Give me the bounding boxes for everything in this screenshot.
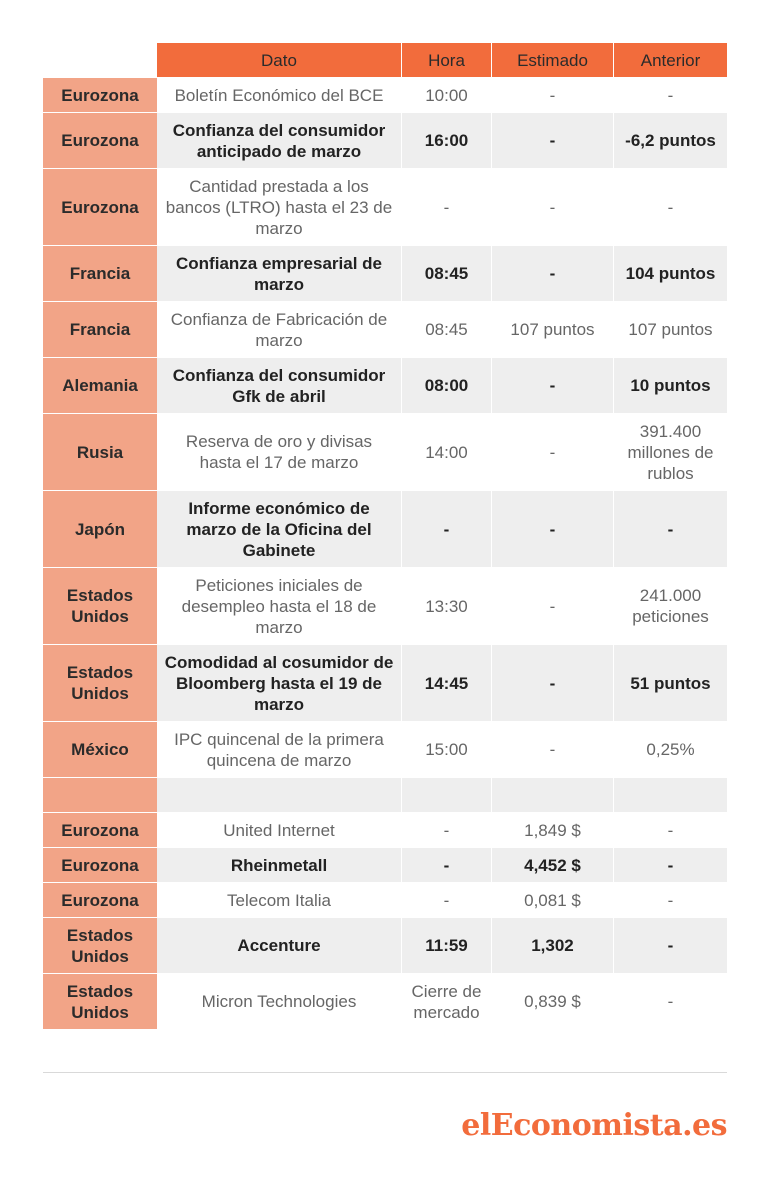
region-cell: Eurozona	[43, 78, 157, 112]
hora-cell: 13:30	[402, 568, 492, 644]
table-row	[43, 883, 727, 918]
table-row	[43, 358, 727, 414]
estimado-cell: 1,302	[492, 918, 614, 973]
hora-cell: 11:59	[402, 918, 492, 973]
estimado-cell: 1,849 $	[492, 813, 614, 847]
hora-cell: 14:45	[402, 645, 492, 721]
estimado-cell	[492, 778, 614, 812]
dato-cell: Informe económico de marzo de la Oficina del Gabinete	[157, 491, 402, 567]
estimado-cell: -	[492, 358, 614, 413]
anterior-cell: 10 puntos	[614, 358, 727, 413]
dato-cell: Confianza empresarial de marzo	[157, 246, 402, 301]
hora-cell: 10:00	[402, 78, 492, 112]
region-cell: Estados Unidos	[43, 568, 157, 644]
hora-cell: 16:00	[402, 113, 492, 168]
estimado-cell: -	[492, 568, 614, 644]
table-row	[43, 974, 727, 1030]
dato-cell: Comodidad al cosumidor de Bloomberg hasta el 19 de marzo	[157, 645, 402, 721]
anterior-cell: 0,25%	[614, 722, 727, 777]
hora-cell: 08:00	[402, 358, 492, 413]
anterior-cell: -	[614, 883, 727, 917]
region-cell: Japón	[43, 491, 157, 567]
dato-cell: United Internet	[157, 813, 402, 847]
hora-cell	[402, 778, 492, 812]
dato-cell: IPC quincenal de la primera quincena de marzo	[157, 722, 402, 777]
anterior-cell	[614, 778, 727, 812]
anterior-cell: -	[614, 918, 727, 973]
dato-cell: Cantidad prestada a los bancos (LTRO) hasta el 23 de marzo	[157, 169, 402, 245]
dato-cell: Boletín Económico del BCE	[157, 78, 402, 112]
calendar-table	[43, 43, 727, 1030]
table-row	[43, 113, 727, 169]
estimado-cell: -	[492, 246, 614, 301]
estimado-cell: -	[492, 722, 614, 777]
table-row	[43, 414, 727, 491]
table-row	[43, 848, 727, 883]
estimado-cell: 0,839 $	[492, 974, 614, 1029]
region-cell: Francia	[43, 246, 157, 301]
anterior-cell: -	[614, 169, 727, 245]
hora-cell: 15:00	[402, 722, 492, 777]
hora-cell: -	[402, 169, 492, 245]
dato-cell: Micron Technologies	[157, 974, 402, 1029]
region-cell: Eurozona	[43, 883, 157, 917]
anterior-cell: -6,2 puntos	[614, 113, 727, 168]
eleconomista-logo: elEconomista.es	[461, 1108, 727, 1143]
header-spacer	[43, 43, 157, 77]
header-anterior: Anterior	[614, 43, 727, 77]
anterior-cell: -	[614, 78, 727, 112]
region-cell: Francia	[43, 302, 157, 357]
table-row	[43, 645, 727, 722]
anterior-cell: -	[614, 491, 727, 567]
dato-cell: Accenture	[157, 918, 402, 973]
dato-cell	[157, 778, 402, 812]
header-estimado: Estimado	[492, 43, 614, 77]
hora-cell: -	[402, 491, 492, 567]
estimado-cell: 4,452 $	[492, 848, 614, 882]
hora-cell: 14:00	[402, 414, 492, 490]
estimado-cell: 107 puntos	[492, 302, 614, 357]
anterior-cell: 51 puntos	[614, 645, 727, 721]
anterior-cell: 107 puntos	[614, 302, 727, 357]
dato-cell: Confianza de Fabricación de marzo	[157, 302, 402, 357]
table-row	[43, 78, 727, 113]
region-cell: Rusia	[43, 414, 157, 490]
dato-cell: Reserva de oro y divisas hasta el 17 de marzo	[157, 414, 402, 490]
region-cell: Eurozona	[43, 813, 157, 847]
estimado-cell: -	[492, 78, 614, 112]
hora-cell: Cierre de mercado	[402, 974, 492, 1029]
region-cell: Eurozona	[43, 848, 157, 882]
hora-cell: 08:45	[402, 246, 492, 301]
estimado-cell: 0,081 $	[492, 883, 614, 917]
region-cell: Estados Unidos	[43, 918, 157, 973]
anterior-cell: -	[614, 974, 727, 1029]
estimado-cell: -	[492, 169, 614, 245]
dato-cell: Confianza del consumidor anticipado de marzo	[157, 113, 402, 168]
estimado-cell: -	[492, 113, 614, 168]
hora-cell: -	[402, 848, 492, 882]
region-cell: Alemania	[43, 358, 157, 413]
table-header-row	[43, 43, 727, 78]
table-row	[43, 302, 727, 358]
hora-cell: -	[402, 813, 492, 847]
dato-cell: Peticiones iniciales de desempleo hasta el 18 de marzo	[157, 568, 402, 644]
region-cell: Eurozona	[43, 169, 157, 245]
table-row	[43, 246, 727, 302]
region-cell: Eurozona	[43, 113, 157, 168]
dato-cell: Rheinmetall	[157, 848, 402, 882]
table-row	[43, 568, 727, 645]
footer-divider	[43, 1072, 727, 1073]
estimado-cell: -	[492, 645, 614, 721]
hora-cell: 08:45	[402, 302, 492, 357]
header-hora: Hora	[402, 43, 492, 77]
header-dato: Dato	[157, 43, 402, 77]
region-cell: Estados Unidos	[43, 645, 157, 721]
anterior-cell: -	[614, 848, 727, 882]
region-cell: Estados Unidos	[43, 974, 157, 1029]
dato-cell: Telecom Italia	[157, 883, 402, 917]
table-row	[43, 722, 727, 778]
anterior-cell: 104 puntos	[614, 246, 727, 301]
estimado-cell: -	[492, 491, 614, 567]
hora-cell: -	[402, 883, 492, 917]
anterior-cell: 391.400 millones de rublos	[614, 414, 727, 490]
table-row	[43, 918, 727, 974]
table-row	[43, 169, 727, 246]
table-row-empty	[43, 778, 727, 813]
region-cell	[43, 778, 157, 812]
estimado-cell: -	[492, 414, 614, 490]
table-row	[43, 491, 727, 568]
anterior-cell: -	[614, 813, 727, 847]
region-cell: México	[43, 722, 157, 777]
table-row	[43, 813, 727, 848]
anterior-cell: 241.000 peticiones	[614, 568, 727, 644]
dato-cell: Confianza del consumidor Gfk de abril	[157, 358, 402, 413]
